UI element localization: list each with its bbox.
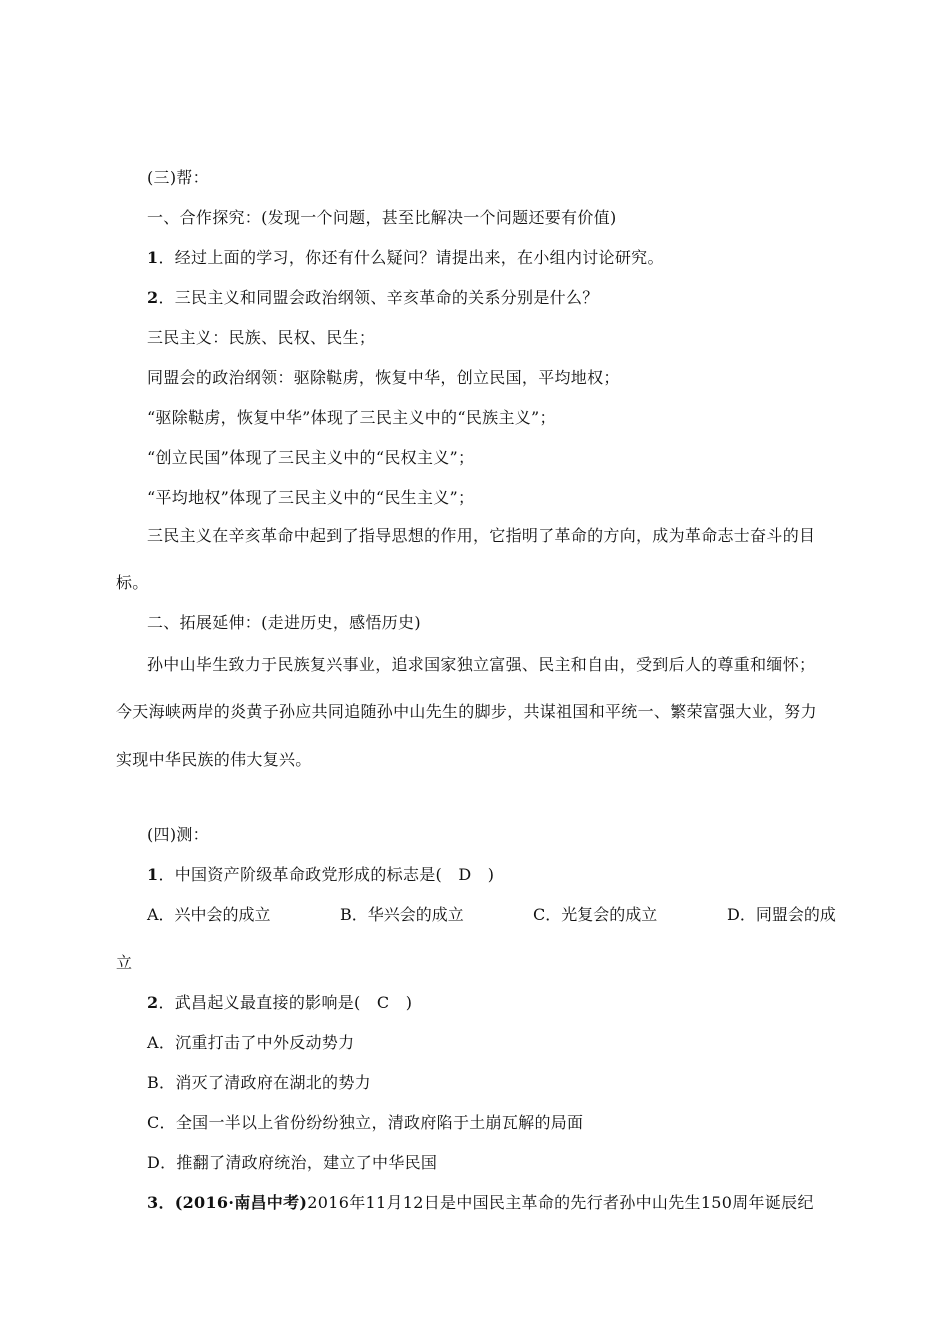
test-question-2-number: 2 xyxy=(147,993,159,1012)
test-question-3-number: 3 xyxy=(147,1193,159,1212)
answer-line-1: 三民主义：民族、民权、民生； xyxy=(147,328,376,347)
question-1 xyxy=(147,248,664,268)
option-d-cont: 立 xyxy=(116,953,133,972)
answer-line-5: “平均地权”体现了三民主义中的“民生主义”； xyxy=(147,488,475,507)
test-question-2-text: ．武昌起义最直接的影响是( C ) xyxy=(158,993,413,1012)
test-question-2-option-c: C．全国一半以上省份纷纷独立，清政府陷于土崩瓦解的局面 xyxy=(147,1113,584,1132)
test-question-2-option-b: B．消灭了清政府在湖北的势力 xyxy=(147,1073,371,1092)
section-coop-title: 一、合作探究：(发现一个问题，甚至比解决一个问题还要有价值) xyxy=(147,208,617,227)
answer-line-6: 三民主义在辛亥革命中起到了指导思想的作用，它指明了革命的方向，成为革命志士奋斗的目 xyxy=(147,526,816,545)
answer-line-3: “驱除鞑虏，恢复中华”体现了三民主义中的“民族主义”； xyxy=(147,408,556,427)
test-question-3-source: ．(2016·南昌中考) xyxy=(158,1193,308,1212)
ext-paragraph-line-1: 孙中山毕生致力于民族复兴事业，追求国家独立富强、民主和自由，受到后人的尊重和缅怀； xyxy=(147,655,816,674)
ext-paragraph-line-2: 今天海峡两岸的炎黄子孙应共同追随孙中山先生的脚步，共谋祖国和平统一、繁荣富强大业，努力 xyxy=(116,702,817,721)
question-2 xyxy=(147,288,599,308)
ext-paragraph-line-3: 实现中华民族的伟大复兴。 xyxy=(116,750,312,769)
option-c: C．光复会的成立 xyxy=(533,905,658,924)
section-test-title: (四)测： xyxy=(147,825,209,844)
option-a: A．兴中会的成立 xyxy=(147,905,271,924)
option-b: B．华兴会的成立 xyxy=(340,905,464,924)
answer-line-2: 同盟会的政治纲领：驱除鞑虏，恢复中华，创立民国，平均地权； xyxy=(147,368,620,387)
test-question-2-option-a: A．沉重打击了中外反动势力 xyxy=(147,1033,355,1052)
option-d: D．同盟会的成 xyxy=(727,905,836,924)
answer-line-6-cont: 标。 xyxy=(116,573,149,592)
section-ext-title: 二、拓展延伸：(走进历史，感悟历史) xyxy=(147,613,421,632)
question-1-text: ．经过上面的学习，你还有什么疑问？请提出来，在小组内讨论研究。 xyxy=(158,248,664,267)
test-question-1 xyxy=(147,865,494,885)
answer-line-4: “创立民国”体现了三民主义中的“民权主义”； xyxy=(147,448,475,467)
test-question-2 xyxy=(147,993,412,1013)
test-question-1-text: ．中国资产阶级革命政党形成的标志是( D ) xyxy=(158,865,495,884)
test-question-2-option-d: D．推翻了清政府统治，建立了中华民国 xyxy=(147,1153,438,1172)
section-help-title: (三)帮： xyxy=(147,168,209,187)
test-question-1-number: 1 xyxy=(147,865,159,884)
test-question-3 xyxy=(147,1193,814,1213)
test-question-3-text: 2016年11月12日是中国民主革命的先行者孙中山先生150周年诞辰纪 xyxy=(307,1193,814,1212)
question-1-number: 1 xyxy=(147,248,159,267)
question-2-text: ．三民主义和同盟会政治纲领、辛亥革命的关系分别是什么？ xyxy=(158,288,599,307)
question-2-number: 2 xyxy=(147,288,159,307)
